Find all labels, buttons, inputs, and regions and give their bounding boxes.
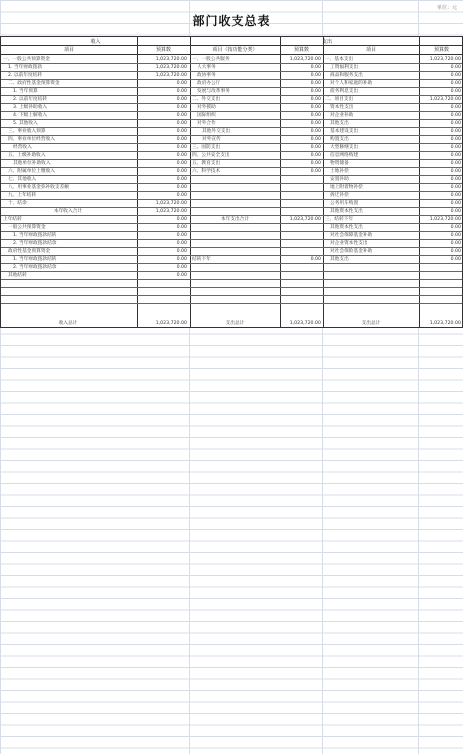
economic-item: 对企业补助 [330, 113, 354, 118]
row-divider [1, 279, 462, 280]
income-item: 其他结转 [8, 273, 27, 278]
economic-item: 对社会保险基金补助 [330, 249, 373, 254]
income-section-title: 收入 [90, 39, 101, 45]
column-header-row [1, 45, 462, 55]
functional-item: 五、教育支出 [192, 161, 221, 166]
income-item: 3. 上级补助收入 [13, 105, 48, 110]
functional-budget: 0.00 [310, 129, 321, 134]
income-budget: 1,023,720.00 [155, 73, 187, 78]
income-item: 十、结余 [8, 201, 27, 206]
income-budget: 1,023,720.00 [155, 201, 187, 206]
functional-total-budget: 1,023,720.00 [289, 217, 321, 222]
income-item: 其他单位补助收入 [13, 161, 51, 166]
economic-item: 其他资本性支出 [330, 225, 363, 230]
header-budget: 预算数 [155, 47, 171, 53]
income-budget: 0.00 [176, 97, 187, 102]
income-item: 1. 当年财政拨款结转 [13, 233, 57, 238]
economic-budget: 0.00 [450, 225, 461, 230]
income-item: 一、一般公共预算资金 [3, 57, 50, 62]
economic-budget: 0.00 [450, 177, 461, 182]
economic-budget: 0.00 [450, 129, 461, 134]
functional-item: 人大事务 [197, 65, 216, 70]
economic-item: 一、基本支出 [325, 57, 354, 62]
economic-budget: 0.00 [450, 89, 461, 94]
income-total-label: 本年收入合计 [53, 209, 83, 214]
functional-budget: 0.00 [310, 137, 321, 142]
functional-item: 发展与改革事务 [197, 89, 230, 94]
income-budget: 0.00 [176, 169, 187, 174]
economic-budget: 1,023,720.00 [429, 57, 461, 62]
income-budget: 0.00 [176, 185, 187, 190]
economic-budget: 0.00 [450, 73, 461, 78]
functional-budget: 0.00 [310, 257, 321, 262]
income-item: 1. 当年财政拨款 [8, 65, 43, 70]
income-item: 六、附属单位上缴收入 [8, 169, 55, 174]
functional-item: 三、国防支出 [192, 145, 221, 150]
functional-item: 结转下年 [192, 257, 211, 262]
income-item: 4. 下级上解收入 [13, 113, 48, 118]
functional-budget: 0.00 [310, 105, 321, 110]
income-item: 四、事业单位经营收入 [8, 137, 55, 142]
income-item: 1. 当年预算 [13, 89, 38, 94]
economic-budget: 1,023,720.00 [429, 97, 461, 102]
income-budget: 0.00 [176, 105, 187, 110]
income-item: 经营收入 [13, 145, 32, 150]
functional-item: 对外合作 [197, 121, 216, 126]
income-item: 三、事业收入预算 [8, 129, 46, 134]
header-budget-2: 预算数 [293, 47, 309, 53]
functional-item: 二、外交支出 [192, 97, 221, 102]
expenditure-section-title: 支出 [321, 39, 332, 45]
row-divider [1, 295, 462, 296]
income-item: 5. 其他收入 [13, 121, 38, 126]
economic-budget: 0.00 [450, 121, 461, 126]
economic-budget: 0.00 [450, 81, 461, 86]
economic-budget: 1,023,720.00 [429, 217, 461, 222]
functional-budget: 0.00 [310, 81, 321, 86]
economic-budget: 0.00 [450, 145, 461, 150]
header-functional-item: 项目（按功能分类） [212, 47, 258, 53]
economic-item: 商品和服务支出 [330, 73, 363, 78]
income-item: 一般公共预算资金 [8, 225, 46, 230]
economic-budget: 0.00 [450, 161, 461, 166]
income-budget: 0.00 [176, 233, 187, 238]
functional-final-total-label: 支出总计 [225, 321, 245, 326]
economic-budget: 0.00 [450, 209, 461, 214]
functional-budget: 0.00 [310, 169, 321, 174]
functional-budget: 0.00 [310, 153, 321, 158]
functional-item: 政府办公厅 [197, 81, 221, 86]
economic-item: 其他资本性支出 [330, 209, 363, 214]
income-budget: 0.00 [176, 81, 187, 86]
economic-item: 其他支出 [330, 121, 349, 126]
income-item: 2. 当年财政拨款结余 [13, 241, 57, 246]
economic-item: 地上附着物补偿 [330, 185, 363, 190]
functional-budget: 0.00 [310, 113, 321, 118]
economic-item: 对个人和家庭的补助 [330, 81, 373, 86]
economic-item: 购置支出 [330, 137, 349, 142]
income-item: 九、上年结转 [8, 193, 37, 198]
economic-budget: 0.00 [450, 169, 461, 174]
economic-budget: 0.00 [450, 185, 461, 190]
income-budget: 0.00 [176, 177, 187, 182]
income-budget: 0.00 [176, 193, 187, 198]
economic-item: 其他支出 [330, 257, 349, 262]
economic-budget: 0.00 [450, 113, 461, 118]
income-item: 七、其他收入 [8, 177, 37, 182]
income-budget: 0.00 [176, 249, 187, 254]
economic-budget: 0.00 [450, 241, 461, 246]
economic-item: 基本建设支出 [330, 129, 359, 134]
economic-budget: 0.00 [450, 193, 461, 198]
economic-budget: 0.00 [450, 105, 461, 110]
column-divider [323, 37, 324, 327]
economic-item: 二、项目支出 [325, 97, 354, 102]
functional-item: 政协事务 [197, 73, 216, 78]
income-final-total-budget: 1,023,720.00 [155, 321, 187, 326]
income-budget: 0.00 [176, 153, 187, 158]
economic-total-label: 支出总计 [361, 321, 381, 326]
income-budget: 0.00 [176, 161, 187, 166]
income-budget: 1,023,720.00 [155, 57, 187, 62]
functional-item: 对外援助 [197, 105, 216, 110]
functional-item: 对外宣传 [202, 137, 221, 142]
functional-budget: 0.00 [310, 73, 321, 78]
functional-item: 六、科学技术 [192, 169, 221, 174]
income-item: 二、政府性基金预算资金 [8, 81, 60, 86]
functional-budget: 0.00 [310, 121, 321, 126]
economic-item: 安置补助 [330, 177, 349, 182]
economic-item: 公务用车购置 [330, 201, 359, 206]
income-item: 2. 以前年度结转 [13, 97, 48, 102]
economic-budget: 0.00 [450, 257, 461, 262]
income-budget: 0.00 [176, 89, 187, 94]
income-item: 1. 当年财政拨款结转 [13, 257, 57, 262]
income-budget: 0.00 [176, 113, 187, 118]
economic-item: 物资储备 [330, 161, 349, 166]
economic-budget: 0.00 [450, 153, 461, 158]
functional-budget: 0.00 [310, 65, 321, 70]
functional-total-label: 本年支出合计 [220, 217, 250, 222]
income-budget: 0.00 [176, 121, 187, 126]
income-item: 上年结转 [3, 217, 22, 222]
functional-item: 四、公共安全支出 [192, 153, 230, 158]
economic-item: 信息网络购建 [330, 153, 359, 158]
income-budget: 1,023,720.00 [155, 65, 187, 70]
economic-budget: 0.00 [450, 65, 461, 70]
header-budget-3: 预算数 [433, 47, 449, 53]
economic-item: 工资福利支出 [330, 65, 359, 70]
economic-item: 土地补偿 [330, 169, 349, 174]
report-title: 部门收支总表 [192, 14, 271, 28]
row-divider [1, 287, 462, 288]
economic-item: 三、结转下年 [325, 217, 354, 222]
functional-budget: 0.00 [310, 161, 321, 166]
economic-item: 拆迁补偿 [330, 193, 349, 198]
economic-item: 对社会保障基金补助 [330, 233, 373, 238]
income-budget: 0.00 [176, 137, 187, 142]
header-item: 项目 [63, 47, 74, 53]
income-budget: 0.00 [176, 241, 187, 246]
income-final-total-label: 收入总计 [58, 321, 78, 326]
functional-budget: 0.00 [310, 97, 321, 102]
functional-budget: 0.00 [310, 89, 321, 94]
income-budget: 0.00 [176, 225, 187, 230]
economic-budget: 0.00 [450, 137, 461, 142]
income-item: 2. 当年财政拨款结余 [13, 265, 57, 270]
income-total-budget: 1,023,720.00 [155, 209, 187, 214]
column-divider [190, 37, 191, 327]
economic-budget: 0.00 [450, 249, 461, 254]
functional-budget: 1,023,720.00 [289, 57, 321, 62]
functional-item: 国际组织 [197, 113, 216, 118]
functional-item: 其他外交支出 [202, 129, 231, 134]
income-budget: 0.00 [176, 273, 187, 278]
row-divider [1, 303, 462, 304]
income-item: 八、用事业基金弥补收支差额 [8, 185, 69, 190]
income-item: 2. 以前年度结转 [8, 73, 43, 78]
functional-item: 一、一般公共服务 [192, 57, 230, 62]
income-budget: 0.00 [176, 257, 187, 262]
header-economic-item: 项目 [365, 47, 376, 53]
economic-item: 对企业资本性支出 [330, 241, 368, 246]
income-budget: 0.00 [176, 145, 187, 150]
functional-final-total-budget: 1,023,720.00 [289, 321, 321, 326]
unit-label: 单位：元 [436, 5, 457, 11]
economic-item: 资本性支出 [330, 105, 354, 110]
income-budget: 0.00 [176, 217, 187, 222]
economic-budget: 0.00 [450, 201, 461, 206]
economic-item: 债务利息支出 [330, 89, 359, 94]
economic-total-budget: 1,023,720.00 [429, 321, 461, 326]
summary-table [0, 36, 463, 328]
economic-item: 大型修缮支出 [330, 145, 359, 150]
income-budget: 0.00 [176, 129, 187, 134]
economic-budget: 0.00 [450, 233, 461, 238]
income-item: 五、上级补助收入 [8, 153, 46, 158]
income-budget: 0.00 [176, 265, 187, 270]
income-item: 政府性基金预算资金 [8, 249, 51, 254]
functional-budget: 0.00 [310, 145, 321, 150]
